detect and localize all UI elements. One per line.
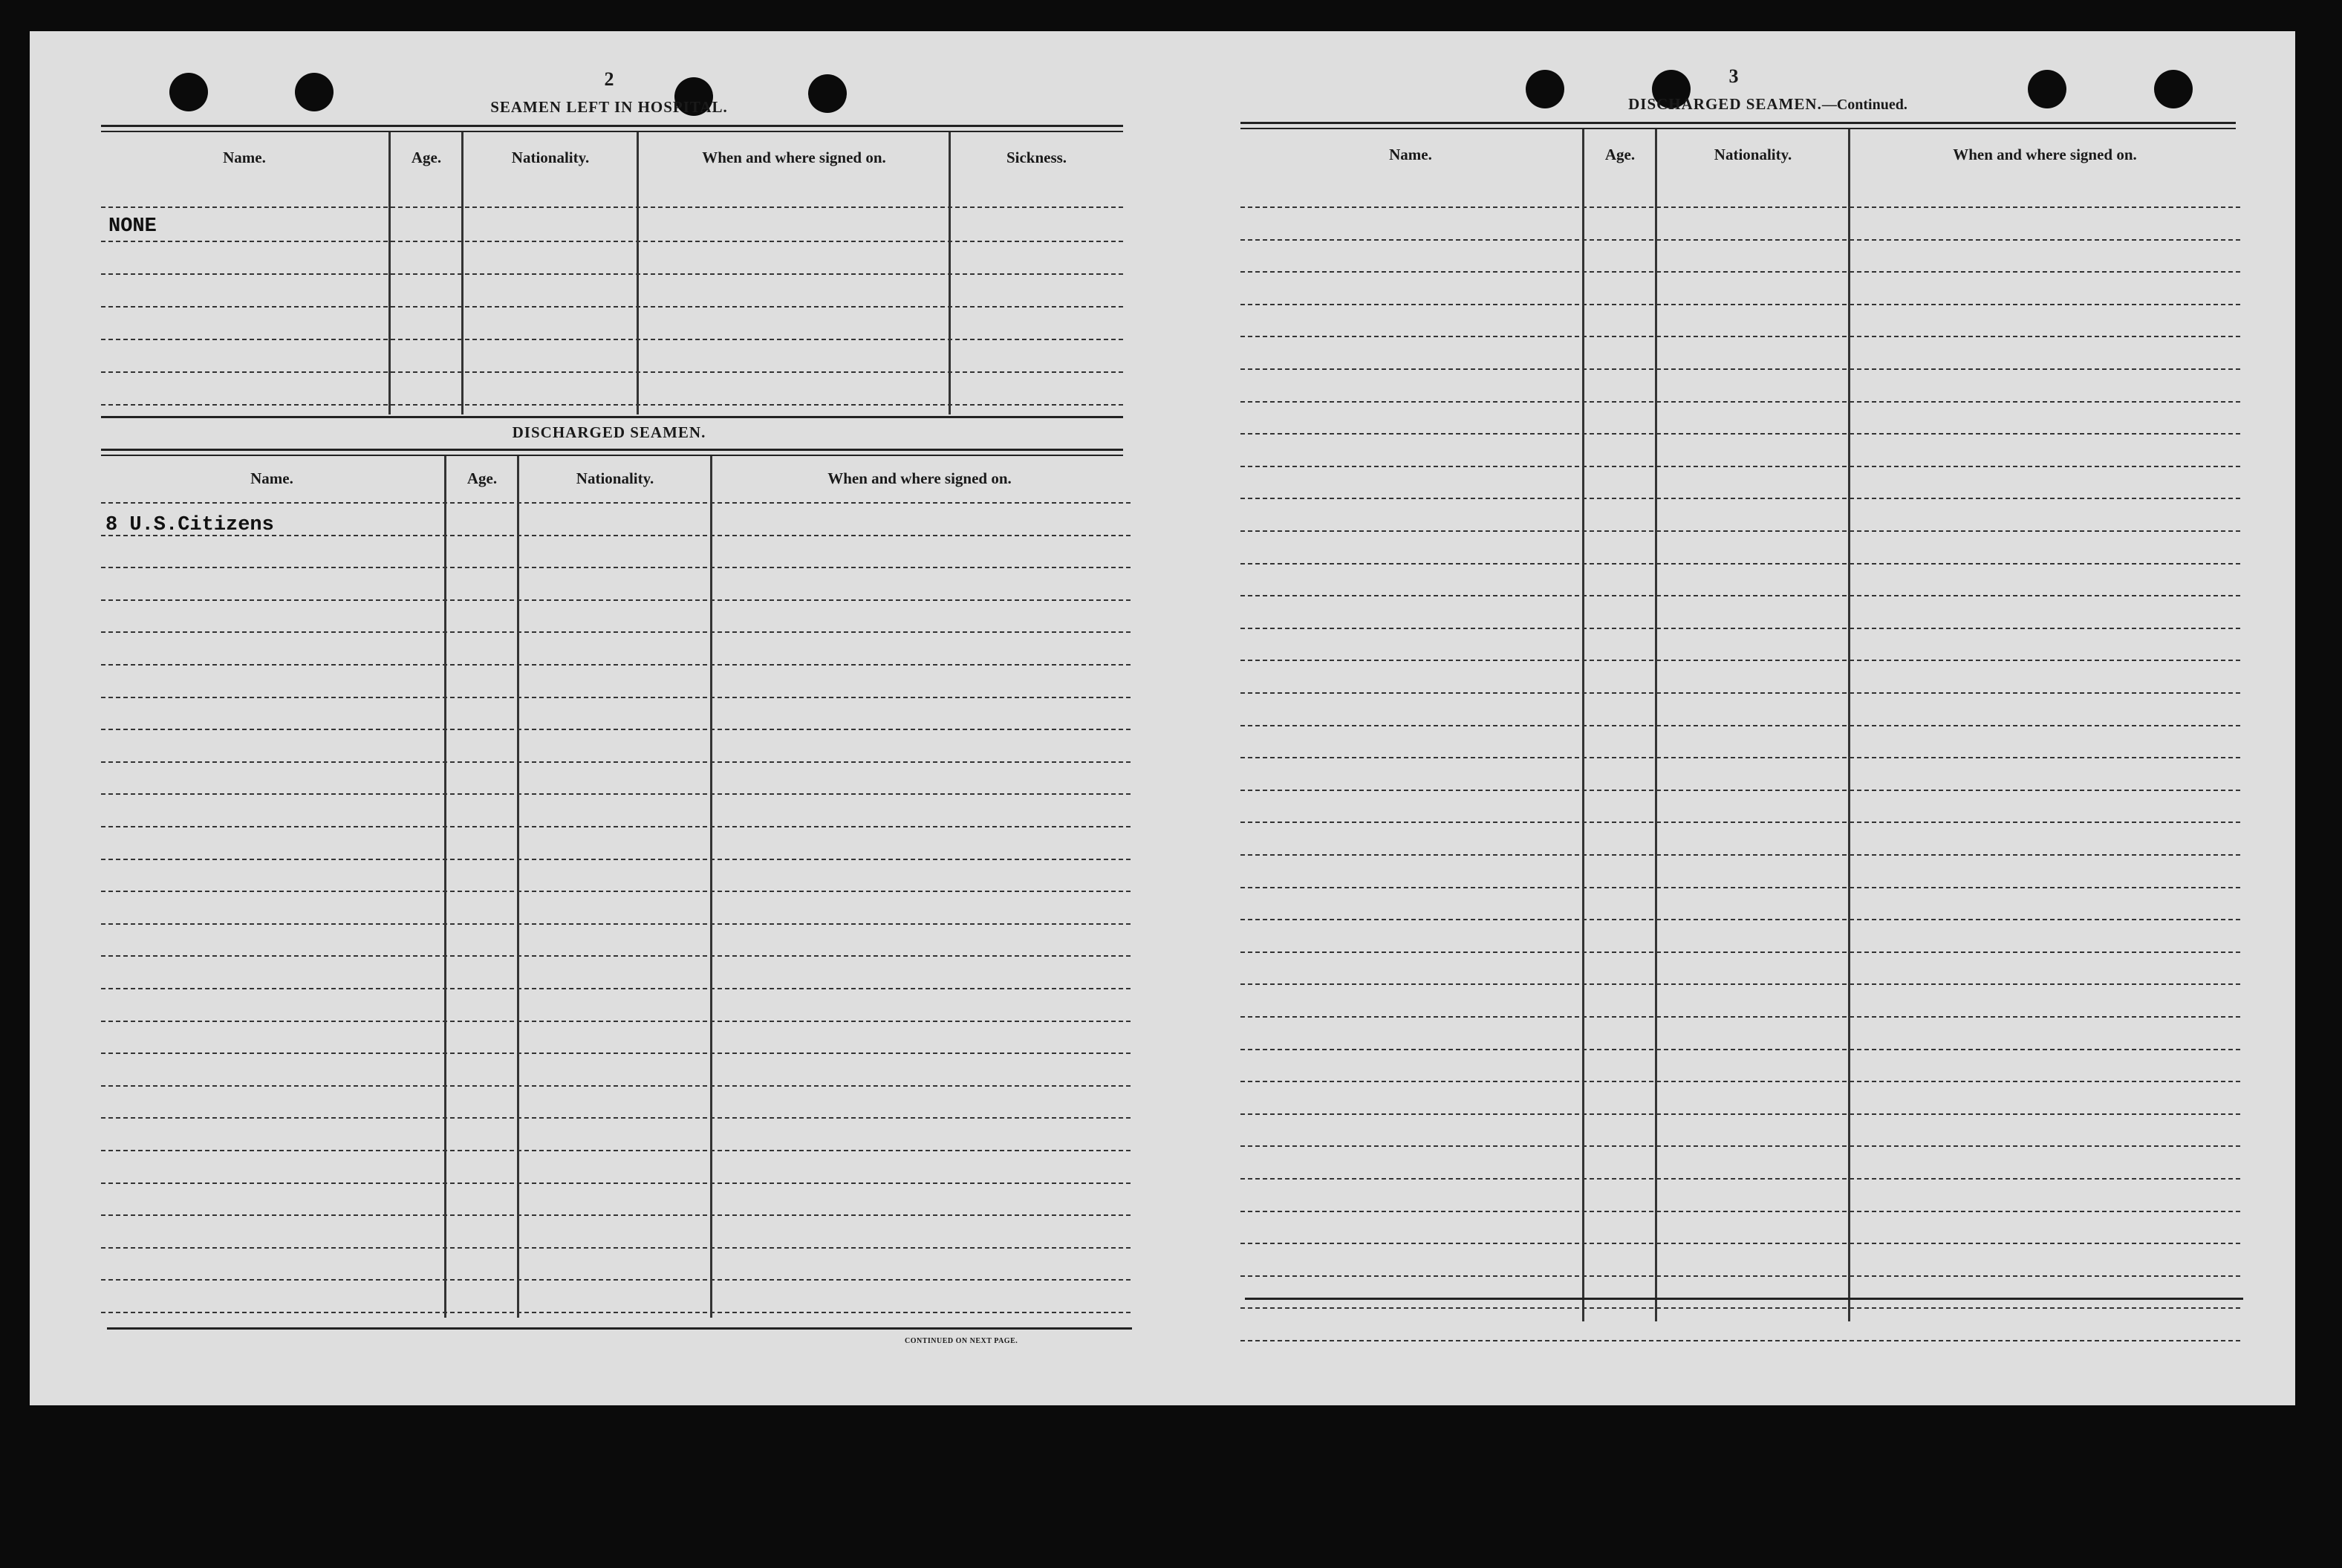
- hospital-entry: NONE: [108, 215, 157, 238]
- rule: [101, 449, 1123, 451]
- ruled-line: [1240, 757, 2240, 758]
- ruled-line: [1240, 563, 2240, 565]
- ruled-line: [1240, 368, 2240, 370]
- ruled-line: [1240, 530, 2240, 532]
- discharged-table: [101, 456, 1131, 1288]
- ruled-line: [1240, 1340, 2240, 1341]
- ruled-line: [1240, 1243, 2240, 1244]
- ruled-line: [1240, 790, 2240, 791]
- ruled-line: [1240, 1016, 2240, 1018]
- discharged-entry: 8 U.S.Citizens: [105, 514, 274, 536]
- column-header-age: Age.: [466, 469, 498, 487]
- ruled-line: [1240, 1211, 2240, 1212]
- ruled-line: [1240, 271, 2240, 273]
- ruled-line: [1240, 919, 2240, 920]
- column-header-nationality: Nationality.: [576, 469, 654, 487]
- ruled-line: [1240, 628, 2240, 629]
- column-header-name: Name.: [250, 469, 293, 487]
- ruled-line: [101, 955, 1131, 957]
- ruled-line: [101, 241, 1123, 242]
- column-divider: [517, 456, 519, 1318]
- right-section-title: [1530, 95, 2006, 114]
- ruled-line: [101, 206, 1123, 208]
- column-header-nationality: Nationality.: [511, 149, 590, 166]
- ruled-line: [1240, 1307, 2240, 1309]
- ruled-line: [101, 729, 1131, 730]
- ruled-line: [101, 502, 1131, 504]
- ruled-line: [101, 1053, 1131, 1054]
- ruled-line: [1240, 466, 2240, 467]
- ruled-line: [101, 826, 1131, 827]
- punch-hole: [2154, 70, 2193, 108]
- ruled-line: [1240, 595, 2240, 596]
- column-header-signed-on: When and where signed on.: [827, 469, 1012, 487]
- ruled-line: [1240, 1275, 2240, 1277]
- ruled-line: [1240, 433, 2240, 435]
- ruled-line: [1240, 983, 2240, 985]
- ruled-line: [1240, 725, 2240, 726]
- column-divider: [710, 456, 712, 1318]
- ruled-line: [101, 339, 1123, 340]
- page-number-right: 3: [1728, 65, 1739, 87]
- right-section-title-text: DISCHARGED SEAMEN.: [1628, 95, 1822, 113]
- column-divider: [444, 456, 446, 1318]
- ruled-line: [1240, 1081, 2240, 1082]
- ruled-line: [1240, 887, 2240, 888]
- ruled-line: [1240, 692, 2240, 694]
- ruled-line: [101, 697, 1131, 698]
- ruled-line: [1240, 304, 2240, 305]
- column-header-signed-on: When and where signed on.: [702, 149, 886, 166]
- ruled-line: [101, 988, 1131, 989]
- rule: [101, 125, 1123, 127]
- continued-note: CONTINUED ON NEXT PAGE.: [905, 1337, 1018, 1345]
- ruled-line: [1240, 401, 2240, 403]
- ruled-line: [1240, 1113, 2240, 1115]
- ruled-line: [1240, 660, 2240, 661]
- ruled-line: [101, 371, 1123, 373]
- ruled-line: [101, 1182, 1131, 1184]
- ruled-line: [101, 1085, 1131, 1087]
- hospital-section-title: SEAMEN LEFT IN HOSPITAL.: [490, 98, 728, 116]
- column-header-age: Age.: [1604, 146, 1636, 163]
- rule: [1245, 1298, 2243, 1300]
- ruled-line: [101, 923, 1131, 925]
- ruled-line: [1240, 854, 2240, 856]
- discharged-section-title: DISCHARGED SEAMEN.: [512, 423, 706, 441]
- column-header-age: Age.: [411, 149, 442, 166]
- ruled-line: [1240, 239, 2240, 241]
- ruled-line: [101, 1214, 1131, 1216]
- ruled-line: [101, 631, 1131, 633]
- ruled-line: [1240, 1178, 2240, 1180]
- ruled-line: [1240, 1145, 2240, 1147]
- punch-hole: [169, 73, 208, 111]
- ruled-line: [101, 793, 1131, 795]
- ruled-line: [101, 273, 1123, 275]
- document-sheet: [30, 31, 2295, 1405]
- ruled-line: [101, 859, 1131, 860]
- rule: [107, 1327, 1132, 1330]
- column-header-nationality: Nationality.: [1714, 146, 1792, 163]
- right-section-title-suffix: —Continued.: [1821, 97, 1907, 113]
- column-header-signed-on: When and where signed on.: [1953, 146, 2137, 163]
- ruled-line: [1240, 336, 2240, 337]
- column-header-name: Name.: [223, 149, 266, 166]
- ruled-line: [101, 306, 1123, 308]
- ruled-line: [1240, 1049, 2240, 1050]
- ruled-line: [101, 567, 1131, 568]
- rule: [101, 416, 1123, 418]
- discharged-continued-table: [1240, 129, 2240, 1325]
- ruled-line: [1240, 206, 2240, 208]
- ruled-line: [1240, 951, 2240, 953]
- ruled-line: [101, 1021, 1131, 1022]
- page-number-left: 2: [604, 68, 614, 90]
- punch-hole: [295, 73, 334, 111]
- ruled-line: [101, 535, 1131, 536]
- punch-hole: [2028, 70, 2066, 108]
- column-header-sickness: Sickness.: [1006, 149, 1067, 166]
- ruled-line: [101, 404, 1123, 406]
- ruled-line: [101, 599, 1131, 601]
- ruled-line: [101, 761, 1131, 763]
- ruled-line: [101, 1279, 1131, 1281]
- ruled-line: [101, 1150, 1131, 1151]
- ruled-line: [101, 891, 1131, 892]
- hospital-table: [101, 132, 1123, 414]
- ruled-line: [101, 664, 1131, 666]
- ruled-line: [101, 1312, 1131, 1313]
- ruled-line: [1240, 498, 2240, 499]
- column-header-name: Name.: [1389, 146, 1432, 163]
- rule: [1240, 122, 2236, 124]
- ruled-line: [1240, 822, 2240, 823]
- ruled-line: [101, 1117, 1131, 1119]
- ruled-line: [101, 1247, 1131, 1249]
